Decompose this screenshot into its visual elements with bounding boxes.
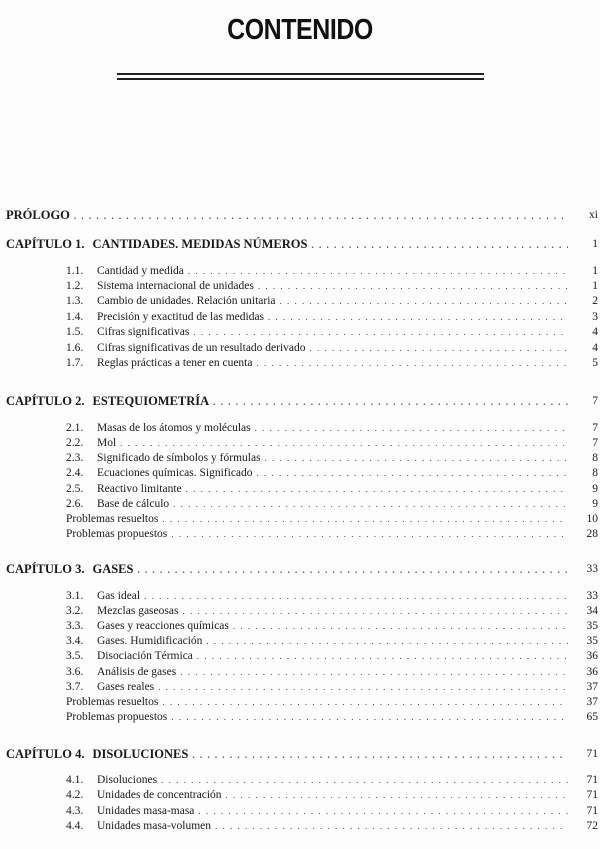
dot-leader — [173, 497, 568, 511]
entry-title: Gases. Humidificación — [97, 635, 203, 647]
entry-number: 3.7. — [66, 681, 84, 693]
entry-label — [66, 604, 178, 618]
entry-label — [66, 294, 276, 308]
entry-title: Cifras significativas de un resultado derivado — [97, 342, 306, 354]
entry-title: Disociación Térmica — [97, 650, 193, 662]
entry-title: Unidades de concentración — [97, 789, 222, 801]
entry-number: 2.4. — [66, 467, 84, 479]
entry-page-number: 35 — [586, 635, 598, 647]
entry-label — [66, 680, 154, 694]
entry-number: 3.1. — [66, 590, 84, 602]
toc-section-entry — [66, 482, 572, 496]
entry-page-number: 71 — [586, 774, 598, 786]
entry-number: 3.5. — [66, 650, 84, 662]
dot-leader — [215, 819, 568, 833]
entry-page-number: 1 — [592, 265, 598, 277]
dot-leader — [162, 695, 568, 709]
dot-leader — [161, 773, 568, 787]
dot-leader — [258, 279, 568, 293]
toc-section-entry — [66, 619, 572, 633]
toc-section-entry — [66, 773, 572, 787]
toc-section-entry — [66, 710, 572, 724]
toc-section-entry — [66, 649, 572, 663]
toc-section-entry — [66, 310, 572, 324]
dot-leader — [268, 310, 568, 324]
dot-leader — [233, 619, 568, 633]
toc-section-entry — [66, 634, 572, 648]
entry-label — [66, 589, 140, 603]
entry-page-number: xi — [589, 209, 598, 221]
entry-number: 1.4. — [66, 311, 84, 323]
dot-leader — [206, 634, 568, 648]
entry-label — [66, 264, 184, 278]
entry-title: Masas de los átomos y moléculas — [97, 422, 251, 434]
entry-title: Problemas resueltos — [66, 696, 159, 708]
dot-leader — [182, 604, 568, 618]
entry-number: 4.3. — [66, 805, 84, 817]
entry-label — [6, 208, 70, 222]
entry-title: Precisión y exactitud de las medidas — [97, 311, 265, 323]
toc-section-entry — [66, 512, 572, 526]
entry-number: CAPÍTULO 3. — [6, 562, 85, 576]
entry-title: DISOLUCIONES — [92, 747, 189, 761]
entry-label — [66, 482, 182, 496]
entry-page-number: 8 — [592, 452, 598, 464]
entry-page-number: 5 — [592, 357, 598, 369]
toc-section-entry — [66, 421, 572, 435]
entry-number: PRÓLOGO — [6, 208, 70, 222]
entry-label — [66, 512, 158, 526]
entry-page-number: 3 — [592, 311, 598, 323]
toc-section-entry — [66, 680, 572, 694]
entry-page-number: 4 — [592, 342, 598, 354]
entry-title: Gases y reacciones químicas — [97, 620, 229, 632]
entry-title: Significado de símbolos y fórmulas — [97, 452, 261, 464]
entry-number: 1.3. — [66, 295, 84, 307]
dot-leader — [74, 209, 568, 223]
entry-label — [66, 634, 202, 648]
entry-title: GASES — [92, 562, 134, 576]
entry-number: 2.2. — [66, 437, 84, 449]
entry-label — [66, 788, 222, 802]
entry-title: Análisis de gases — [97, 666, 177, 678]
entry-page-number: 36 — [586, 650, 598, 662]
toc-section-entry — [66, 819, 572, 833]
entry-label — [66, 436, 116, 450]
dot-leader — [310, 341, 568, 355]
dot-leader — [265, 451, 568, 465]
entry-page-number: 7 — [592, 437, 598, 449]
entry-number: 1.6. — [66, 342, 84, 354]
entry-label — [66, 497, 169, 511]
dot-leader — [180, 665, 568, 679]
dot-leader — [186, 482, 568, 496]
entry-label — [66, 804, 194, 818]
entry-page-number: 7 — [592, 422, 598, 434]
dot-leader — [226, 788, 568, 802]
entry-label — [66, 773, 157, 787]
entry-title: Cambio de unidades. Relación unitaria — [97, 295, 276, 307]
entry-number: 3.2. — [66, 605, 84, 617]
toc-section-entry — [66, 341, 572, 355]
entry-page-number: 4 — [592, 326, 598, 338]
dot-leader — [197, 649, 568, 663]
dot-leader — [171, 710, 568, 724]
entry-label — [66, 451, 261, 465]
entry-title: Unidades masa-masa — [97, 805, 195, 817]
entry-page-number: 28 — [586, 528, 598, 540]
entry-title: Reglas prácticas a tener en cuenta — [97, 357, 253, 369]
toc-chapter-entry — [6, 208, 572, 222]
entry-title: Problemas propuestos — [66, 711, 168, 723]
entry-page-number: 7 — [592, 395, 598, 407]
entry-number: 2.1. — [66, 422, 84, 434]
toc-section-entry — [66, 325, 572, 339]
toc-section-entry — [66, 294, 572, 308]
entry-label — [66, 819, 211, 833]
entry-title: CANTIDADES. MEDIDAS NÚMEROS — [92, 237, 308, 251]
entry-page-number: 9 — [592, 483, 598, 495]
dot-leader — [188, 264, 568, 278]
entry-number: 2.5. — [66, 483, 84, 495]
toc-section-entry — [66, 665, 572, 679]
entry-page-number: 35 — [586, 620, 598, 632]
entry-page-number: 10 — [586, 513, 598, 525]
entry-number: 1.7. — [66, 357, 84, 369]
entry-label — [66, 341, 306, 355]
dot-leader — [280, 294, 568, 308]
dot-leader — [162, 512, 568, 526]
entry-title: Base de cálculo — [97, 498, 170, 510]
entry-page-number: 36 — [586, 666, 598, 678]
entry-title: ESTEQUIOMETRÍA — [92, 394, 210, 408]
entry-page-number: 71 — [586, 789, 598, 801]
dot-leader — [198, 804, 568, 818]
entry-title: Reactivo limitante — [97, 483, 182, 495]
entry-number: CAPÍTULO 2. — [6, 394, 85, 408]
entry-page-number: 65 — [586, 711, 598, 723]
entry-label — [66, 310, 264, 324]
entry-number: 1.5. — [66, 326, 84, 338]
toc-section-entry — [66, 279, 572, 293]
entry-label — [66, 279, 254, 293]
entry-label — [66, 649, 193, 663]
entry-page-number: 37 — [586, 681, 598, 693]
entry-number: 3.4. — [66, 635, 84, 647]
toc-section-entry — [66, 356, 572, 370]
toc-chapter-entry — [6, 747, 572, 761]
toc-section-entry — [66, 804, 572, 818]
dot-leader — [171, 527, 568, 541]
dot-leader — [257, 466, 568, 480]
page-title: CONTENIDO — [227, 14, 373, 46]
entry-title: Disoluciones — [97, 774, 158, 786]
toc-section-entry — [66, 264, 572, 278]
toc-section-entry — [66, 788, 572, 802]
entry-page-number: 37 — [586, 696, 598, 708]
entry-title: Sistema internacional de unidades — [97, 280, 254, 292]
toc-section-entry — [66, 527, 572, 541]
entry-label — [66, 325, 189, 339]
entry-page-number: 71 — [586, 748, 598, 760]
entry-title: Mezclas gaseosas — [97, 605, 179, 617]
toc-section-entry — [66, 451, 572, 465]
entry-title: Problemas resueltos — [66, 513, 159, 525]
entry-number: 4.2. — [66, 789, 84, 801]
dot-leader — [257, 356, 569, 370]
entry-page-number: 33 — [586, 590, 598, 602]
dot-leader — [120, 436, 568, 450]
entry-title: Cantidad y medida — [97, 265, 184, 277]
entry-number: 1.2. — [66, 280, 84, 292]
entry-title: Mol — [97, 437, 117, 449]
entry-label — [6, 237, 307, 251]
entry-label — [66, 619, 229, 633]
entry-number: 2.3. — [66, 452, 84, 464]
entry-label — [6, 747, 188, 761]
entry-page-number: 1 — [592, 280, 598, 292]
dot-leader — [137, 563, 568, 577]
entry-label — [6, 394, 209, 408]
toc-chapter-entry — [6, 237, 572, 251]
entry-number: CAPÍTULO 1. — [6, 237, 85, 251]
dot-leader — [158, 680, 568, 694]
entry-number: CAPÍTULO 4. — [6, 747, 85, 761]
entry-page-number: 1 — [592, 238, 598, 250]
entry-number: 4.1. — [66, 774, 84, 786]
entry-label — [66, 665, 176, 679]
entry-page-number: 72 — [586, 820, 598, 832]
toc-section-entry — [66, 466, 572, 480]
entry-page-number: 2 — [592, 295, 598, 307]
toc-chapter-entry — [6, 394, 572, 408]
entry-title: Problemas propuestos — [66, 528, 168, 540]
dot-leader — [144, 589, 568, 603]
entry-page-number: 9 — [592, 498, 598, 510]
entry-number: 1.1. — [66, 265, 84, 277]
toc-section-entry — [66, 436, 572, 450]
entry-page-number: 8 — [592, 467, 598, 479]
toc-section-entry — [66, 497, 572, 511]
entry-number: 3.3. — [66, 620, 84, 632]
entry-number: 2.6. — [66, 498, 84, 510]
entry-title: Gases reales — [97, 681, 155, 693]
entry-title: Cifras significativas — [97, 326, 190, 338]
entry-label — [66, 421, 251, 435]
entry-label — [66, 527, 167, 541]
entry-title: Unidades masa-volumen — [97, 820, 212, 832]
dot-leader — [311, 238, 568, 252]
entry-page-number: 71 — [586, 805, 598, 817]
entry-label — [66, 466, 253, 480]
entry-number: 3.6. — [66, 666, 84, 678]
entry-title: Gas ideal — [97, 590, 141, 602]
entry-label — [6, 562, 133, 576]
dot-leader — [213, 395, 568, 409]
toc-section-entry — [66, 604, 572, 618]
entry-page-number: 33 — [586, 563, 598, 575]
dot-leader — [193, 325, 568, 339]
toc-section-entry — [66, 695, 572, 709]
entry-label — [66, 695, 158, 709]
toc-chapter-entry — [6, 562, 572, 576]
dot-leader — [192, 748, 568, 762]
entry-label — [66, 356, 253, 370]
dot-leader — [255, 421, 568, 435]
entry-page-number: 34 — [586, 605, 598, 617]
entry-title: Ecuaciones químicas. Significado — [97, 467, 253, 479]
toc-section-entry — [66, 589, 572, 603]
entry-label — [66, 710, 167, 724]
entry-number: 4.4. — [66, 820, 84, 832]
